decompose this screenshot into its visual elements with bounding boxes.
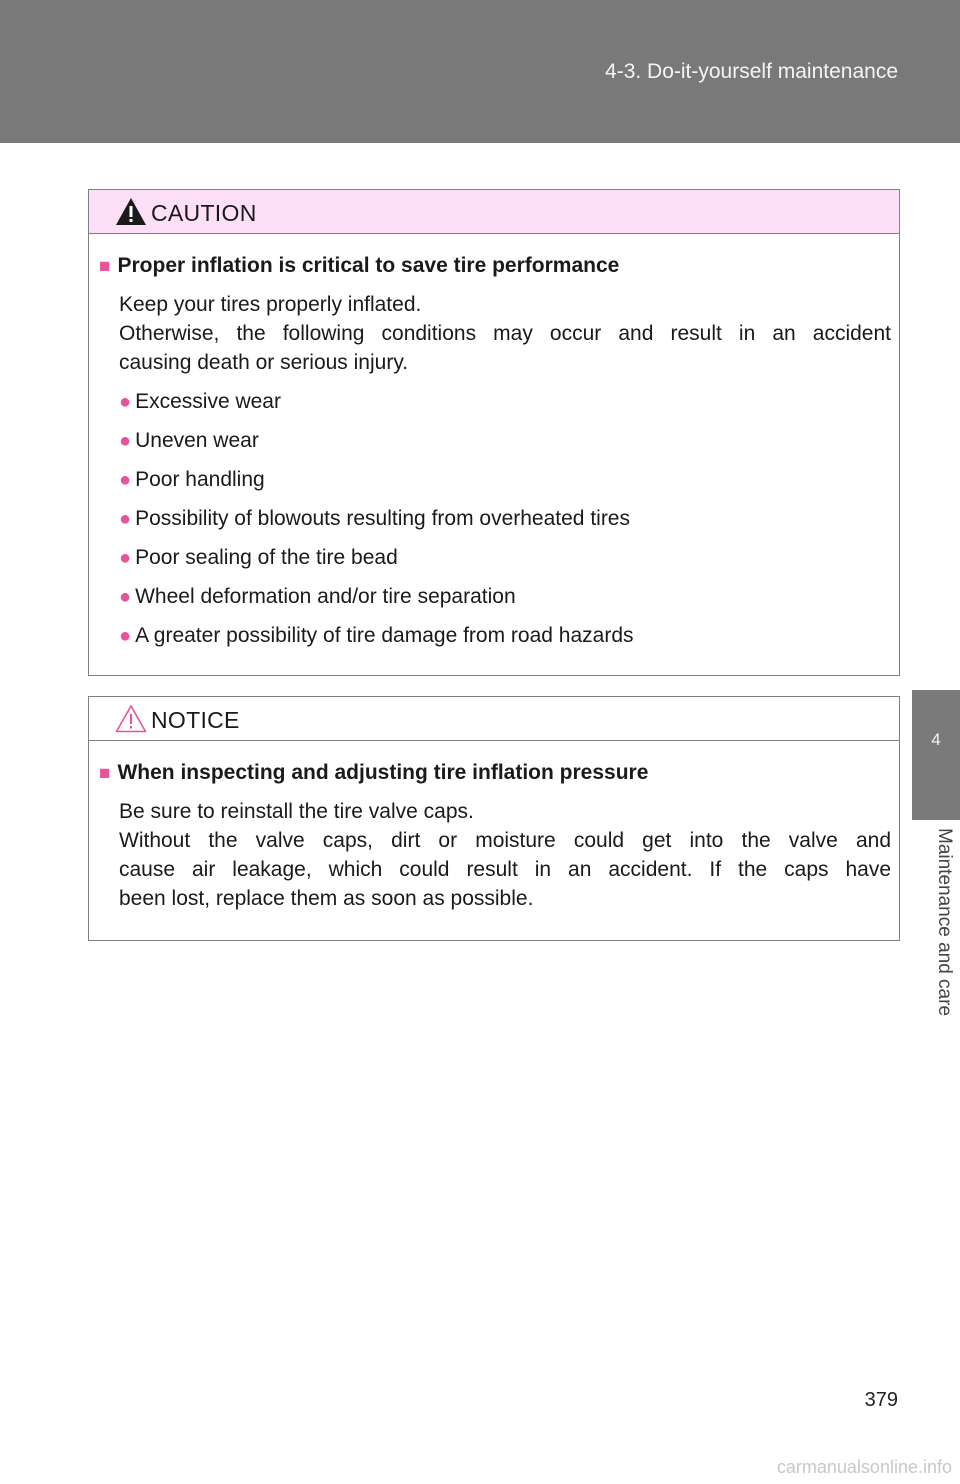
caution-para-line: Keep your tires properly inflated. — [119, 293, 422, 316]
square-bullet-icon: ■ — [99, 763, 111, 784]
notice-box — [88, 696, 900, 941]
caution-header — [89, 190, 899, 234]
caution-label: CAUTION — [151, 200, 257, 226]
dot-bullet-icon: ● — [119, 469, 132, 491]
notice-para-line: cause air leakage, which could result in an accident. If the caps have — [119, 858, 891, 881]
chapter-number: 4 — [931, 730, 941, 749]
warning-icon — [115, 197, 147, 226]
notice-para-line: Without the valve caps, dirt or moisture could get into the valve and — [119, 829, 891, 852]
list-item-text: Uneven wear — [135, 429, 259, 452]
caution-paragraph — [119, 290, 891, 377]
caution-section-title: Proper inflation is critical to save tire performance — [117, 254, 620, 277]
dot-bullet-icon: ● — [119, 625, 132, 647]
list-item-text: Poor sealing of the tire bead — [135, 546, 398, 569]
list-item-text: A greater possibility of tire damage from road hazards — [135, 624, 634, 647]
chapter-label: Maintenance and care — [934, 828, 955, 1017]
list-item — [119, 623, 634, 662]
list-item-text: Excessive wear — [135, 390, 281, 413]
list-item — [119, 389, 634, 428]
list-item-text: Poor handling — [135, 468, 265, 491]
notice-paragraph — [119, 797, 891, 913]
page-number: 379 — [864, 1389, 898, 1411]
dot-bullet-icon: ● — [119, 430, 132, 452]
caution-para-line: Otherwise, the following conditions may occur and result in an accident — [119, 322, 891, 345]
caution-box — [88, 189, 900, 676]
caution-section-heading — [99, 254, 619, 278]
section-title: 4-3. Do-it-yourself maintenance — [605, 60, 898, 83]
list-item-text: Possibility of blowouts resulting from overheated tires — [135, 507, 630, 530]
notice-header — [89, 697, 899, 741]
dot-bullet-icon: ● — [119, 547, 132, 569]
watermark: carmanualsonline.info — [776, 1457, 952, 1477]
list-item — [119, 584, 634, 623]
square-bullet-icon: ■ — [99, 256, 111, 277]
dot-bullet-icon: ● — [119, 508, 132, 530]
notice-warning-icon — [115, 704, 147, 733]
caution-para-line: causing death or serious injury. — [119, 351, 409, 374]
notice-para-line: been lost, replace them as soon as possible. — [119, 887, 534, 910]
dot-bullet-icon: ● — [119, 391, 132, 413]
list-item — [119, 545, 634, 584]
list-item — [119, 428, 634, 467]
list-item — [119, 467, 634, 506]
page-header — [0, 0, 960, 143]
notice-label: NOTICE — [151, 707, 240, 733]
notice-para-line: Be sure to reinstall the tire valve caps. — [119, 800, 474, 823]
list-item-text: Wheel deformation and/or tire separation — [135, 585, 516, 608]
notice-section-heading — [99, 761, 648, 785]
dot-bullet-icon: ● — [119, 586, 132, 608]
chapter-tab — [912, 690, 960, 820]
notice-section-title: When inspecting and adjusting tire inflation pressure — [117, 761, 649, 784]
caution-bullet-list — [119, 389, 634, 662]
list-item — [119, 506, 634, 545]
